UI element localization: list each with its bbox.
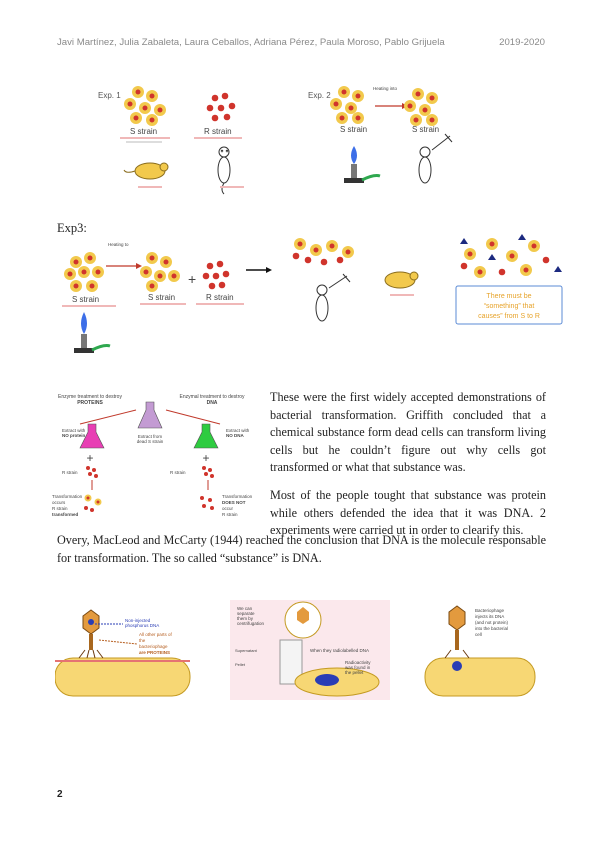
left-label-6: are PROTEINS — [139, 650, 171, 655]
header-year: 2019-2020 — [499, 37, 545, 48]
callout-line-3: causes” from S to R — [478, 313, 540, 320]
bacteriophage-right-icon — [445, 606, 469, 658]
right-r-label: R strain — [170, 470, 186, 475]
left-extract-line-1: Extract with — [62, 428, 86, 433]
exp3-heated-s-strain-cluster — [140, 252, 180, 292]
mid-label-4: centrifugation — [237, 621, 265, 626]
header-authors: Javi Martínez, Julia Zabaleta, Laura Ceballos, Adriana Pérez, Paula Moroso, Pablo Grijuela — [57, 37, 445, 48]
figure-griffith-exp3 — [60, 232, 565, 366]
exp1-label: Exp. 1 — [98, 91, 121, 100]
green-flask-icon — [194, 424, 218, 448]
exp3-burner-icon — [74, 312, 110, 353]
right-label-4: into the bacterial — [475, 626, 509, 631]
right-top-line-2: DNA — [206, 400, 218, 406]
right-result-cells — [200, 496, 214, 510]
right-r-cells — [202, 466, 214, 478]
exp3-dead-mouse-icon — [316, 274, 350, 321]
right-extract-line-2: NO DNA — [226, 433, 244, 438]
right-label-3: (and not protein) — [475, 620, 509, 625]
left-r-label: R strain — [62, 470, 78, 475]
exp3-s-strain-label: S strain — [72, 295, 100, 304]
mid-label-9: was found in — [345, 665, 371, 670]
svg-text:+: + — [202, 451, 210, 465]
svg-text:+: + — [86, 451, 94, 465]
s-strain-cluster-1 — [124, 86, 166, 126]
left-label-2: phosphorus DNA — [125, 623, 160, 628]
exp3-r-strain-label: R strain — [206, 293, 234, 302]
left-result-cells — [84, 495, 102, 513]
right-top-line-1: Enzymal treatment to destroy — [179, 394, 245, 400]
bunsen-burner-icon — [344, 146, 380, 183]
callout-line-2: “something” that — [483, 303, 535, 310]
center-line-2: dead S strain — [136, 439, 164, 444]
page-header — [57, 37, 545, 48]
exp3-result-cluster — [460, 234, 562, 278]
page-number: 2 — [57, 789, 63, 800]
paragraph-avery-conclusion: Overy, MacLeod and McCarty (1944) reached the conclusion that DNA is the molecule responsable for transformation. The so called “substance” is DNA. — [57, 533, 546, 565]
exp3-label: Exp3: — [57, 221, 87, 235]
paragraph-protein-vs-dna: Most of the people tought that substance was protein while others defended the idea that it was DNA. 2 experiments were carried ut in order to clearify this. — [270, 488, 546, 537]
center-flask-icon — [138, 402, 162, 428]
mid-label-5: Supernatant — [235, 648, 257, 653]
exp2-label: Exp. 2 — [308, 91, 331, 100]
figure-griffith-exp1-exp2 — [90, 84, 510, 199]
live-mouse-icon — [124, 163, 168, 179]
left-r-cells — [86, 466, 98, 478]
left-extract-line-2: NO protein — [62, 433, 86, 438]
left-bottom-line-2: occurs — [52, 500, 66, 505]
exp2-heated-s-strain-label: S strain — [412, 125, 440, 134]
exp2-s-strain-label: S strain — [340, 125, 368, 134]
right-bottom-line-1: Transformation — [222, 494, 253, 499]
left-label-5: bacteriophage — [139, 644, 168, 649]
figure-avery-experiment — [50, 390, 255, 530]
exp3-mixed-cluster — [293, 238, 354, 265]
r-strain-label: R strain — [204, 127, 232, 136]
left-top-line-2: PROTEINS — [77, 400, 103, 406]
exp3-live-mouse-icon — [385, 272, 418, 288]
left-label-3: All other parts of — [139, 632, 172, 637]
right-bottom-line-3: occur — [222, 506, 234, 511]
mid-label-1: We can — [237, 606, 253, 611]
center-line-1: Extract from — [137, 434, 163, 439]
heated-s-strain-cluster — [404, 88, 438, 126]
left-bottom-line-4: transformed — [52, 512, 79, 517]
s-strain-label-1: S strain — [130, 127, 158, 136]
figure-hershey-chase — [55, 600, 545, 700]
left-label-4: the — [139, 638, 146, 643]
mid-label-2: separate — [237, 611, 255, 616]
exp3-r-strain-cluster — [203, 261, 230, 290]
exp3-s-strain-cluster — [64, 252, 104, 292]
mid-label-7: When they radiolabelled DNA — [310, 648, 370, 653]
callout-line-1: There must be — [486, 293, 532, 300]
mid-label-10: the pellet — [345, 670, 364, 675]
heating-label: Heating into — [373, 86, 398, 91]
exp3-heated-label: S strain — [148, 293, 176, 302]
right-label-1: Bacteriophage — [475, 608, 505, 613]
dead-mouse-syringe-icon — [419, 134, 452, 183]
paragraph-griffith-conclusion: These were the first widely accepted demonstrations of bacterial transformation. Griffith concluded that a chemical substance form dead cells can transform living cells but he couldn’t figure out why cells got transformed or what that substance was. — [270, 390, 546, 474]
s-strain-cluster-2 — [330, 86, 364, 124]
bacteriophage-left-icon — [79, 610, 103, 658]
right-label-5: cell — [475, 632, 482, 637]
bacteria-cell-left — [55, 658, 190, 696]
left-bottom-line-3: R strain — [52, 506, 68, 511]
left-label-1: Non-injected — [125, 618, 151, 623]
left-bottom-line-1: Transformation — [52, 494, 83, 499]
bacteria-cell-right — [425, 658, 535, 696]
exp3-heating-label: Heating to — [108, 242, 129, 247]
mid-label-3: them by — [237, 616, 254, 621]
mid-label-8: Radioactivity — [345, 660, 371, 665]
r-strain-cluster — [207, 93, 236, 122]
right-bottom-line-2: DOES NOT — [222, 500, 246, 505]
right-label-2: injects its DNA — [475, 614, 505, 619]
right-extract-line-1: Extract with — [226, 428, 250, 433]
mid-label-6: Pellet — [235, 662, 246, 667]
plus-sign: + — [188, 271, 197, 287]
right-bottom-line-4: R strain — [222, 512, 238, 517]
left-top-line-1: Enzyme treatment to destroy — [58, 394, 122, 400]
